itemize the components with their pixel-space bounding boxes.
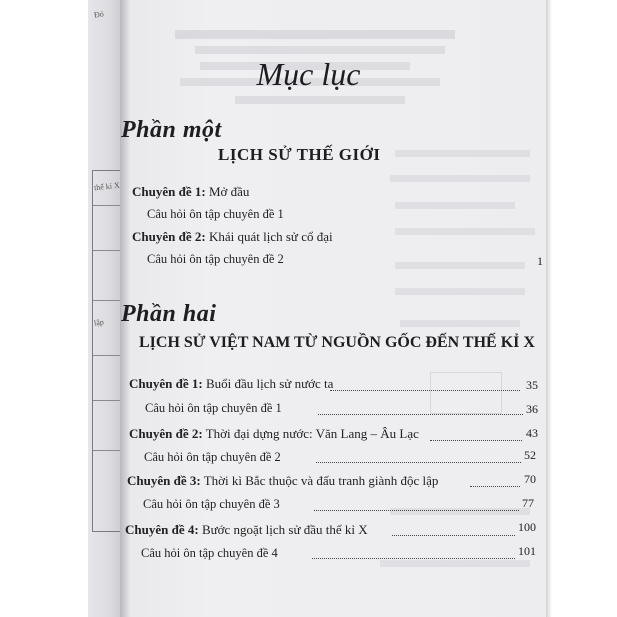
page-number: 36	[526, 402, 538, 416]
page-number: 101	[518, 544, 536, 558]
toc-subentry[interactable]: Câu hỏi ôn tập chuyên đề 1	[147, 207, 284, 221]
toc-subentry[interactable]: Câu hỏi ôn tập chuyên đề 1	[145, 401, 282, 415]
toc-subentry[interactable]: Câu hỏi ôn tập chuyên đề 4	[141, 546, 278, 560]
page-number: 35	[526, 378, 538, 392]
page-number: 1	[537, 254, 543, 268]
toc-entry[interactable]: Chuyên đề 2: Thời đại dựng nước: Văn Lang – Âu Lạc	[129, 426, 419, 441]
toc-entry[interactable]: Chuyên đề 3: Thời kì Bắc thuộc và đấu tranh giành độc lập	[127, 473, 439, 488]
page-number: 100	[518, 520, 536, 534]
toc-subentry[interactable]: Câu hỏi ôn tập chuyên đề 3	[143, 497, 280, 511]
part-two-title: LỊCH SỬ VIỆT NAM TỪ NGUỒN GỐC ĐẾN THẾ KỈ X	[139, 334, 535, 351]
toc-entry[interactable]: Chuyên đề 1: Mở đầu	[132, 184, 250, 199]
previous-page-fragment: lập	[93, 317, 105, 328]
page-number: 52	[524, 448, 536, 462]
toc-title: Mục lục	[256, 56, 361, 92]
part-one-title: LỊCH SỬ THẾ GIỚI	[218, 145, 381, 164]
toc-entry[interactable]: Chuyên đề 4: Bước ngoặt lịch sử đầu thế kỉ X	[125, 522, 368, 537]
page-number: 77	[522, 496, 534, 510]
previous-page-fragment: thế kỉ X	[93, 180, 121, 193]
part-one-label: Phần một	[121, 117, 222, 143]
previous-page-fragment: Đó	[93, 9, 105, 20]
page-number: 70	[524, 472, 536, 486]
toc-subentry[interactable]: Câu hỏi ôn tập chuyên đề 2	[147, 252, 284, 266]
toc-subentry[interactable]: Câu hỏi ôn tập chuyên đề 2	[144, 450, 281, 464]
toc-entry[interactable]: Chuyên đề 1: Buổi đầu lịch sử nước ta	[129, 376, 334, 391]
toc-entry[interactable]: Chuyên đề 2: Khái quát lịch sử cổ đại	[132, 229, 333, 244]
page-number: 43	[526, 426, 538, 440]
previous-page-table	[92, 170, 121, 532]
part-two-label: Phần hai	[121, 301, 217, 327]
